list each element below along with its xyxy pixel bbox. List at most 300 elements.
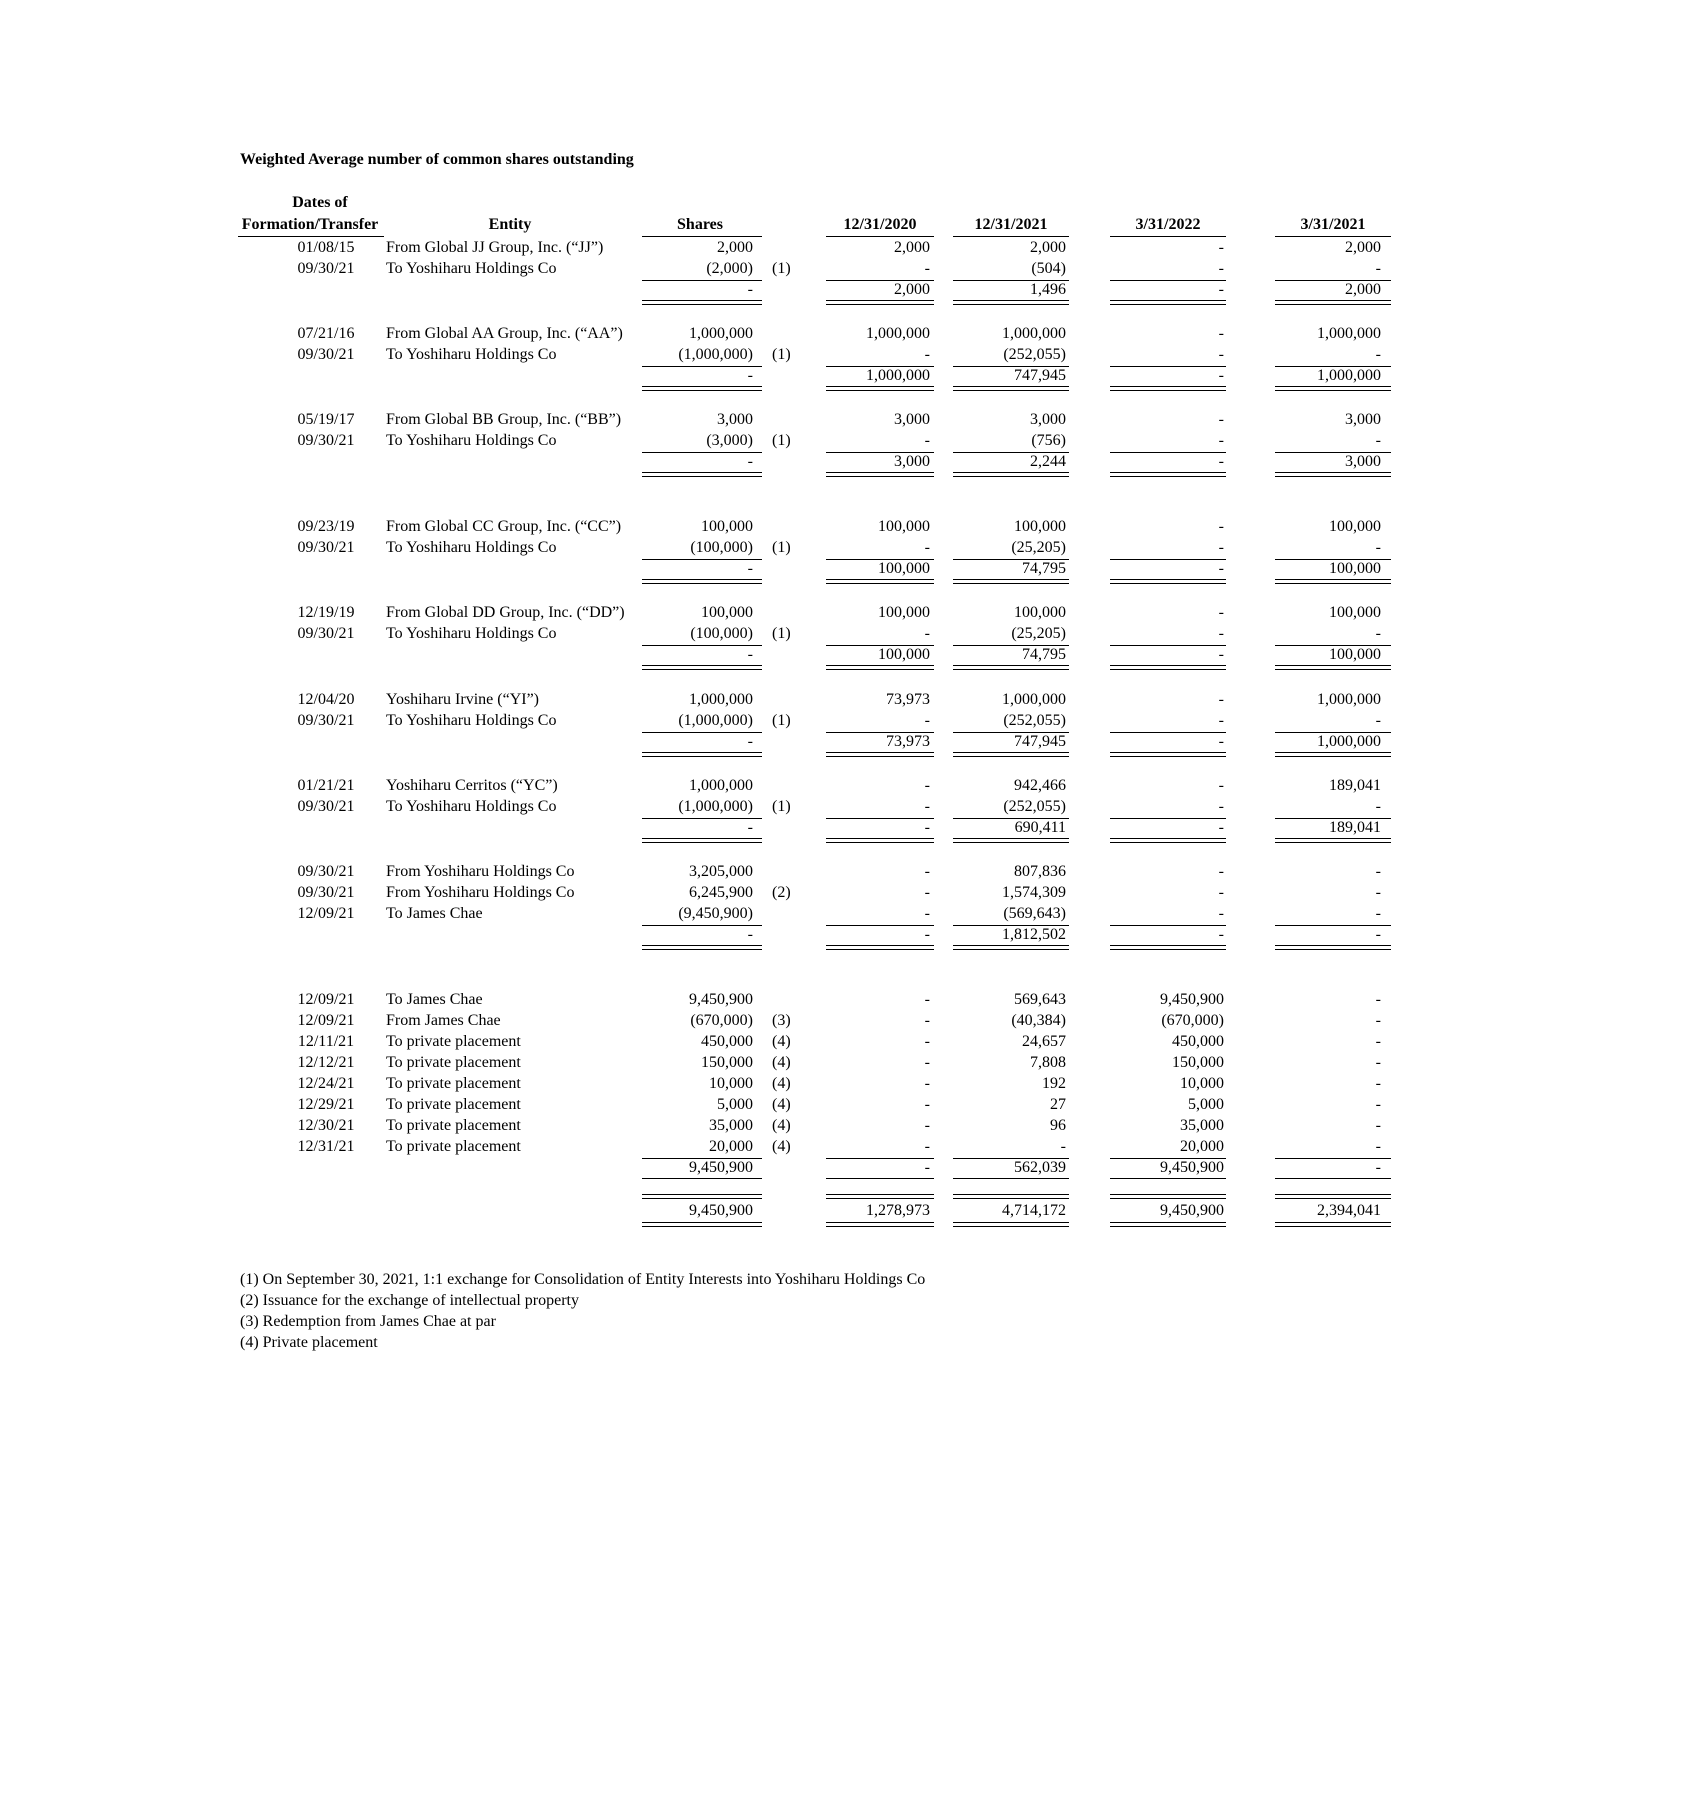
- subtotal-double-rule-v2021: [953, 386, 1069, 391]
- table-cell-v2020: -: [924, 1012, 930, 1029]
- table-cell-note: (4): [772, 1033, 791, 1050]
- table-cell-v2022q: 150,000: [1172, 1054, 1224, 1071]
- table-cell-v2021: (756): [1031, 432, 1066, 449]
- table-cell-note: (4): [772, 1117, 791, 1134]
- subtotal-double-rule-v2021: [953, 472, 1069, 477]
- table-cell-v2020: -: [924, 1033, 930, 1050]
- subtotal-cell-v2022q: 9,450,900: [1160, 1159, 1224, 1176]
- subtotal-cell-v2021: 690,411: [1014, 819, 1066, 836]
- table-cell-v2022q: 20,000: [1180, 1138, 1224, 1155]
- subtotal-cell-shares: -: [747, 926, 753, 943]
- subtotal-cell-v2021: 74,795: [1022, 560, 1066, 577]
- table-cell-v2022q: -: [1218, 518, 1224, 535]
- table-cell-v2022q: -: [1218, 691, 1224, 708]
- table-cell-v2022q: -: [1218, 625, 1224, 642]
- table-cell-date: 12/04/20: [297, 691, 355, 708]
- header-3-31-2021: 3/31/2021: [1300, 216, 1366, 233]
- table-cell-v2020: -: [924, 1054, 930, 1071]
- table-cell-v2021: 24,657: [1022, 1033, 1066, 1050]
- table-cell-v2020: -: [924, 432, 930, 449]
- table-cell-date: 09/30/21: [297, 432, 355, 449]
- table-cell-date: 12/19/19: [297, 604, 355, 621]
- grand-total-top-rule-v2021: [953, 1194, 1069, 1199]
- subtotal-double-rule-shares: [642, 472, 762, 477]
- subtotal-cell-shares: -: [747, 733, 753, 750]
- table-cell-shares: 450,000: [701, 1033, 753, 1050]
- table-cell-v2021q: -: [1375, 1054, 1381, 1071]
- table-cell-v2022q: -: [1218, 884, 1224, 901]
- subtotal-double-rule-v2021q: [1275, 386, 1391, 391]
- table-cell-shares: 10,000: [709, 1075, 753, 1092]
- table-cell-entity: To Yoshiharu Holdings Co: [386, 260, 557, 277]
- table-cell-entity: To Yoshiharu Holdings Co: [386, 432, 557, 449]
- subtotal-double-rule-v2020: [826, 472, 934, 477]
- table-cell-entity: From Global JJ Group, Inc. (“JJ”): [386, 239, 604, 256]
- table-cell-entity: From Global CC Group, Inc. (“CC”): [386, 518, 622, 535]
- grand-total-bottom-rule-v2020: [826, 1222, 934, 1227]
- table-cell-v2022q: 5,000: [1188, 1096, 1224, 1113]
- table-cell-entity: To Yoshiharu Holdings Co: [386, 625, 557, 642]
- subtotal-cell-v2021: 1,496: [1030, 281, 1066, 298]
- table-cell-v2021q: -: [1375, 625, 1381, 642]
- subtotal-cell-v2020: -: [924, 1159, 930, 1176]
- subtotal-double-rule-v2020: [826, 579, 934, 584]
- subtotal-double-rule-shares: [642, 579, 762, 584]
- table-cell-shares: 100,000: [701, 518, 753, 535]
- subtotal-cell-v2021q: -: [1375, 1159, 1381, 1176]
- table-cell-entity: To private placement: [386, 1096, 521, 1113]
- table-cell-v2021: 100,000: [1014, 604, 1066, 621]
- table-cell-note: (2): [772, 884, 791, 901]
- header-12-31-2021: 12/31/2021: [974, 216, 1048, 233]
- table-cell-v2021: 942,466: [1014, 777, 1066, 794]
- subtotal-cell-v2020: 1,000,000: [866, 367, 930, 384]
- table-cell-date: 01/21/21: [297, 777, 355, 794]
- table-cell-v2020: 3,000: [894, 411, 930, 428]
- table-cell-v2021: 1,574,309: [1002, 884, 1066, 901]
- table-cell-date: 12/09/21: [297, 905, 355, 922]
- table-cell-v2021q: -: [1375, 539, 1381, 556]
- subtotal-cell-shares: -: [747, 819, 753, 836]
- table-cell-date: 09/30/21: [297, 625, 355, 642]
- subtotal-cell-v2021q: 189,041: [1329, 819, 1381, 836]
- table-cell-note: (1): [772, 260, 791, 277]
- table-cell-note: (1): [772, 432, 791, 449]
- subtotal-double-rule-shares: [642, 838, 762, 843]
- table-cell-v2021q: -: [1375, 798, 1381, 815]
- table-cell-v2020: -: [924, 991, 930, 1008]
- subtotal-cell-shares: -: [747, 281, 753, 298]
- table-cell-date: 09/30/21: [297, 798, 355, 815]
- subtotal-cell-v2021: 74,795: [1022, 646, 1066, 663]
- subtotal-cell-v2020: 73,973: [886, 733, 930, 750]
- table-cell-date: 09/30/21: [297, 863, 355, 880]
- table-cell-v2020: 2,000: [894, 239, 930, 256]
- subtotal-double-rule-v2021: [953, 665, 1069, 670]
- table-cell-v2022q: -: [1218, 798, 1224, 815]
- table-cell-entity: To James Chae: [386, 905, 483, 922]
- footnote: (1) On September 30, 2021, 1:1 exchange for Consolidation of Entity Interests into Yoshiharu Holdings Co: [240, 1271, 926, 1288]
- table-cell-note: (1): [772, 798, 791, 815]
- table-cell-v2021q: -: [1375, 1096, 1381, 1113]
- table-cell-v2021: (252,055): [1003, 712, 1066, 729]
- table-cell-date: 12/09/21: [297, 991, 355, 1008]
- table-cell-entity: From James Chae: [386, 1012, 501, 1029]
- table-cell-v2020: -: [924, 539, 930, 556]
- table-cell-shares: 35,000: [709, 1117, 753, 1134]
- subtotal-cell-shares: -: [747, 453, 753, 470]
- table-cell-entity: From Global DD Group, Inc. (“DD”): [386, 604, 625, 621]
- table-cell-v2021q: -: [1375, 346, 1381, 363]
- header-shares: Shares: [677, 216, 723, 233]
- subtotal-cell-v2021q: 2,000: [1345, 281, 1381, 298]
- table-cell-entity: Yoshiharu Irvine (“YI”): [386, 691, 539, 708]
- table-cell-v2021q: 100,000: [1329, 518, 1381, 535]
- table-cell-v2022q: -: [1218, 260, 1224, 277]
- table-cell-date: 12/09/21: [297, 1012, 355, 1029]
- table-cell-note: (4): [772, 1096, 791, 1113]
- subtotal-double-rule-v2020: [826, 838, 934, 843]
- footnote: (3) Redemption from James Chae at par: [240, 1313, 496, 1330]
- table-cell-shares: (9,450,900): [678, 905, 753, 922]
- grand-total-top-rule-v2021q: [1275, 1194, 1391, 1199]
- subtotal-double-rule-v2022q: [1110, 579, 1226, 584]
- subtotal-double-rule-shares: [642, 386, 762, 391]
- table-cell-note: (1): [772, 346, 791, 363]
- table-cell-v2020: -: [924, 1075, 930, 1092]
- grand-total-bottom-rule-v2021q: [1275, 1222, 1391, 1227]
- subtotal-cell-v2021: 1,812,502: [1002, 926, 1066, 943]
- header-underline-v2021q: [1275, 236, 1391, 237]
- table-cell-shares: 1,000,000: [689, 325, 753, 342]
- table-cell-v2021q: -: [1375, 1012, 1381, 1029]
- subtotal-double-rule-v2021: [953, 752, 1069, 757]
- table-cell-v2022q: -: [1218, 712, 1224, 729]
- table-cell-note: (4): [772, 1138, 791, 1155]
- table-cell-v2020: 100,000: [878, 604, 930, 621]
- subtotal-double-rule-v2021: [953, 579, 1069, 584]
- table-cell-date: 09/30/21: [297, 539, 355, 556]
- table-cell-v2021q: -: [1375, 712, 1381, 729]
- subtotal-double-rule-v2021q: [1275, 945, 1391, 950]
- footnote: (2) Issuance for the exchange of intellectual property: [240, 1292, 579, 1309]
- subtotal-double-rule-v2022q: [1110, 300, 1226, 305]
- table-cell-v2021: (569,643): [1003, 905, 1066, 922]
- subtotal-double-rule-v2022q: [1110, 386, 1226, 391]
- table-cell-shares: (2,000): [706, 260, 753, 277]
- table-cell-v2021q: 100,000: [1329, 604, 1381, 621]
- subtotal-double-rule-v2020: [826, 752, 934, 757]
- table-cell-v2021: 27: [1050, 1096, 1066, 1113]
- table-cell-date: 09/30/21: [297, 260, 355, 277]
- table-cell-date: 09/30/21: [297, 346, 355, 363]
- subtotal-cell-v2020: 100,000: [878, 646, 930, 663]
- table-cell-v2021: (252,055): [1003, 798, 1066, 815]
- table-cell-v2021q: 1,000,000: [1317, 325, 1381, 342]
- table-cell-v2021: (252,055): [1003, 346, 1066, 363]
- table-cell-shares: 20,000: [709, 1138, 753, 1155]
- grand-total-bottom-rule-shares: [642, 1222, 762, 1227]
- table-cell-entity: To Yoshiharu Holdings Co: [386, 539, 557, 556]
- table-cell-shares: 3,205,000: [689, 863, 753, 880]
- table-cell-v2020: -: [924, 346, 930, 363]
- table-cell-v2022q: -: [1218, 604, 1224, 621]
- table-cell-date: 09/23/19: [297, 518, 355, 535]
- table-cell-v2021q: -: [1375, 991, 1381, 1008]
- subtotal-double-rule-v2020: [826, 665, 934, 670]
- table-cell-shares: 1,000,000: [689, 691, 753, 708]
- table-cell-shares: 150,000: [701, 1054, 753, 1071]
- table-cell-v2021: 192: [1042, 1075, 1066, 1092]
- subtotal-underline-v2021: [953, 1178, 1069, 1179]
- table-cell-date: 12/12/21: [297, 1054, 355, 1071]
- subtotal-double-rule-v2022q: [1110, 665, 1226, 670]
- subtotal-cell-v2020: 3,000: [894, 453, 930, 470]
- table-cell-v2022q: -: [1218, 905, 1224, 922]
- table-cell-shares: 3,000: [717, 411, 753, 428]
- header-underline-v2022q: [1110, 236, 1226, 237]
- subtotal-double-rule-v2021q: [1275, 752, 1391, 757]
- table-cell-v2021: (25,205): [1011, 625, 1066, 642]
- grand-total-cell-shares: 9,450,900: [689, 1202, 753, 1219]
- subtotal-cell-v2020: 2,000: [894, 281, 930, 298]
- table-cell-v2021q: 1,000,000: [1317, 691, 1381, 708]
- subtotal-cell-v2021: 2,244: [1030, 453, 1066, 470]
- table-cell-v2021: 3,000: [1030, 411, 1066, 428]
- subtotal-double-rule-shares: [642, 945, 762, 950]
- subtotal-double-rule-v2021: [953, 300, 1069, 305]
- table-cell-v2022q: -: [1218, 777, 1224, 794]
- table-cell-v2021: 2,000: [1030, 239, 1066, 256]
- grand-total-top-rule-v2020: [826, 1194, 934, 1199]
- page-title: Weighted Average number of common shares outstanding: [240, 151, 634, 168]
- table-cell-v2021q: -: [1375, 1033, 1381, 1050]
- subtotal-double-rule-v2022q: [1110, 752, 1226, 757]
- subtotal-cell-v2020: -: [924, 926, 930, 943]
- table-cell-shares: 1,000,000: [689, 777, 753, 794]
- table-cell-note: (4): [772, 1054, 791, 1071]
- table-cell-v2021: (25,205): [1011, 539, 1066, 556]
- subtotal-cell-v2021q: 1,000,000: [1317, 367, 1381, 384]
- table-cell-shares: 6,245,900: [689, 884, 753, 901]
- table-cell-entity: From Global BB Group, Inc. (“BB”): [386, 411, 622, 428]
- table-cell-entity: From Yoshiharu Holdings Co: [386, 863, 575, 880]
- header-underline-v2021: [953, 236, 1069, 237]
- table-cell-v2021: 100,000: [1014, 518, 1066, 535]
- subtotal-cell-shares: -: [747, 646, 753, 663]
- subtotal-double-rule-v2021: [953, 838, 1069, 843]
- grand-total-bottom-rule-v2022q: [1110, 1222, 1226, 1227]
- table-cell-entity: To private placement: [386, 1138, 521, 1155]
- table-cell-note: (1): [772, 625, 791, 642]
- table-cell-v2022q: -: [1218, 863, 1224, 880]
- table-cell-note: (1): [772, 539, 791, 556]
- table-cell-shares: (1,000,000): [678, 798, 753, 815]
- table-cell-v2021: (504): [1031, 260, 1066, 277]
- table-cell-v2021q: 189,041: [1329, 777, 1381, 794]
- header-3-31-2022: 3/31/2022: [1135, 216, 1201, 233]
- table-cell-entity: From Global AA Group, Inc. (“AA”): [386, 325, 623, 342]
- table-cell-shares: (100,000): [690, 539, 753, 556]
- header-dates-line2: Formation/Transfer: [241, 216, 379, 233]
- table-cell-entity: To private placement: [386, 1075, 521, 1092]
- subtotal-double-rule-v2021q: [1275, 579, 1391, 584]
- grand-total-top-rule-shares: [642, 1194, 762, 1199]
- grand-total-cell-v2021: 4,714,172: [1002, 1202, 1066, 1219]
- grand-total-bottom-rule-v2021: [953, 1222, 1069, 1227]
- subtotal-double-rule-v2022q: [1110, 945, 1226, 950]
- header-underline-v2020: [826, 236, 934, 237]
- subtotal-cell-v2021: 562,039: [1014, 1159, 1066, 1176]
- subtotal-cell-v2022q: -: [1218, 367, 1224, 384]
- subtotal-cell-v2022q: -: [1218, 453, 1224, 470]
- subtotal-double-rule-shares: [642, 300, 762, 305]
- table-cell-v2021: (40,384): [1011, 1012, 1066, 1029]
- grand-total-cell-v2020: 1,278,973: [866, 1202, 930, 1219]
- table-cell-date: 09/30/21: [297, 712, 355, 729]
- table-cell-v2021q: 3,000: [1345, 411, 1381, 428]
- table-cell-v2021: 7,808: [1030, 1054, 1066, 1071]
- subtotal-double-rule-v2020: [826, 386, 934, 391]
- table-cell-v2021q: -: [1375, 260, 1381, 277]
- table-cell-date: 05/19/17: [297, 411, 355, 428]
- table-cell-v2020: -: [924, 777, 930, 794]
- header-dates-line1: Dates of: [292, 194, 348, 211]
- table-cell-v2020: -: [924, 798, 930, 815]
- table-cell-v2021q: -: [1375, 905, 1381, 922]
- table-cell-v2021q: -: [1375, 1117, 1381, 1134]
- table-cell-date: 12/31/21: [297, 1138, 355, 1155]
- subtotal-double-rule-shares: [642, 752, 762, 757]
- header-underline-shares: [642, 236, 762, 237]
- table-cell-v2022q: 450,000: [1172, 1033, 1224, 1050]
- table-cell-date: 01/08/15: [297, 239, 355, 256]
- table-cell-v2021: 569,643: [1014, 991, 1066, 1008]
- subtotal-double-rule-v2020: [826, 945, 934, 950]
- subtotal-cell-v2022q: -: [1218, 733, 1224, 750]
- table-cell-date: 12/11/21: [297, 1033, 355, 1050]
- subtotal-underline-v2021q: [1275, 1178, 1391, 1179]
- table-cell-v2021: 96: [1050, 1117, 1066, 1134]
- subtotal-cell-v2021q: 100,000: [1329, 646, 1381, 663]
- table-cell-shares: (3,000): [706, 432, 753, 449]
- subtotal-double-rule-v2022q: [1110, 838, 1226, 843]
- subtotal-cell-v2021q: 100,000: [1329, 560, 1381, 577]
- table-cell-v2020: -: [924, 863, 930, 880]
- subtotal-double-rule-v2021q: [1275, 472, 1391, 477]
- table-cell-entity: To Yoshiharu Holdings Co: [386, 712, 557, 729]
- table-cell-shares: 2,000: [717, 239, 753, 256]
- table-cell-v2022q: 35,000: [1180, 1117, 1224, 1134]
- table-cell-date: 12/30/21: [297, 1117, 355, 1134]
- table-cell-v2021q: -: [1375, 432, 1381, 449]
- table-cell-v2020: -: [924, 260, 930, 277]
- subtotal-double-rule-v2022q: [1110, 472, 1226, 477]
- grand-total-cell-v2022q: 9,450,900: [1160, 1202, 1224, 1219]
- table-cell-shares: 9,450,900: [689, 991, 753, 1008]
- table-cell-entity: To Yoshiharu Holdings Co: [386, 798, 557, 815]
- table-cell-v2020: 73,973: [886, 691, 930, 708]
- table-cell-shares: 100,000: [701, 604, 753, 621]
- grand-total-top-rule-v2022q: [1110, 1194, 1226, 1199]
- header-entity: Entity: [488, 216, 532, 233]
- table-cell-v2021: 1,000,000: [1002, 691, 1066, 708]
- header-12-31-2020: 12/31/2020: [843, 216, 917, 233]
- table-cell-v2021q: 2,000: [1345, 239, 1381, 256]
- subtotal-underline-shares: [642, 1178, 762, 1179]
- table-cell-v2022q: -: [1218, 411, 1224, 428]
- subtotal-double-rule-v2021q: [1275, 300, 1391, 305]
- subtotal-cell-v2020: -: [924, 819, 930, 836]
- table-cell-v2021: 807,836: [1014, 863, 1066, 880]
- table-cell-entity: To James Chae: [386, 991, 483, 1008]
- table-cell-v2022q: -: [1218, 239, 1224, 256]
- table-cell-v2020: -: [924, 712, 930, 729]
- table-cell-v2022q: -: [1218, 539, 1224, 556]
- table-cell-v2020: -: [924, 1138, 930, 1155]
- table-cell-date: 12/24/21: [297, 1075, 355, 1092]
- table-cell-v2020: 1,000,000: [866, 325, 930, 342]
- table-cell-entity: To Yoshiharu Holdings Co: [386, 346, 557, 363]
- grand-total-cell-v2021q: 2,394,041: [1317, 1202, 1381, 1219]
- table-cell-v2021: -: [1060, 1138, 1066, 1155]
- table-cell-entity: To private placement: [386, 1033, 521, 1050]
- table-cell-note: (4): [772, 1075, 791, 1092]
- table-cell-shares: 5,000: [717, 1096, 753, 1113]
- subtotal-cell-v2022q: -: [1218, 926, 1224, 943]
- table-cell-v2022q: -: [1218, 432, 1224, 449]
- table-cell-v2020: -: [924, 1096, 930, 1113]
- subtotal-underline-v2022q: [1110, 1178, 1226, 1179]
- table-cell-v2021q: -: [1375, 1075, 1381, 1092]
- table-cell-v2021q: -: [1375, 1138, 1381, 1155]
- table-cell-date: 09/30/21: [297, 884, 355, 901]
- table-cell-date: 07/21/16: [297, 325, 355, 342]
- subtotal-cell-v2021q: 1,000,000: [1317, 733, 1381, 750]
- subtotal-cell-v2020: 100,000: [878, 560, 930, 577]
- table-cell-note: (3): [772, 1012, 791, 1029]
- subtotal-double-rule-v2021: [953, 945, 1069, 950]
- table-cell-entity: To private placement: [386, 1054, 521, 1071]
- table-cell-shares: (1,000,000): [678, 712, 753, 729]
- table-cell-v2020: -: [924, 625, 930, 642]
- table-cell-shares: (100,000): [690, 625, 753, 642]
- table-cell-v2020: -: [924, 884, 930, 901]
- subtotal-cell-v2021: 747,945: [1014, 367, 1066, 384]
- subtotal-cell-v2022q: -: [1218, 560, 1224, 577]
- subtotal-cell-v2021q: 3,000: [1345, 453, 1381, 470]
- table-cell-entity: To private placement: [386, 1117, 521, 1134]
- table-cell-v2020: -: [924, 905, 930, 922]
- subtotal-double-rule-shares: [642, 665, 762, 670]
- footnote: (4) Private placement: [240, 1334, 378, 1351]
- table-cell-entity: Yoshiharu Cerritos (“YC”): [386, 777, 558, 794]
- subtotal-cell-shares: -: [747, 367, 753, 384]
- table-cell-note: (1): [772, 712, 791, 729]
- table-cell-v2022q: (670,000): [1161, 1012, 1224, 1029]
- table-cell-v2022q: 9,450,900: [1160, 991, 1224, 1008]
- subtotal-double-rule-v2020: [826, 300, 934, 305]
- table-cell-v2021q: -: [1375, 863, 1381, 880]
- header-underline-dates: [238, 236, 384, 237]
- subtotal-cell-v2022q: -: [1218, 281, 1224, 298]
- table-cell-v2021q: -: [1375, 884, 1381, 901]
- subtotal-cell-v2022q: -: [1218, 646, 1224, 663]
- table-cell-shares: (670,000): [690, 1012, 753, 1029]
- table-cell-entity: From Yoshiharu Holdings Co: [386, 884, 575, 901]
- table-cell-v2022q: -: [1218, 325, 1224, 342]
- subtotal-cell-v2022q: -: [1218, 819, 1224, 836]
